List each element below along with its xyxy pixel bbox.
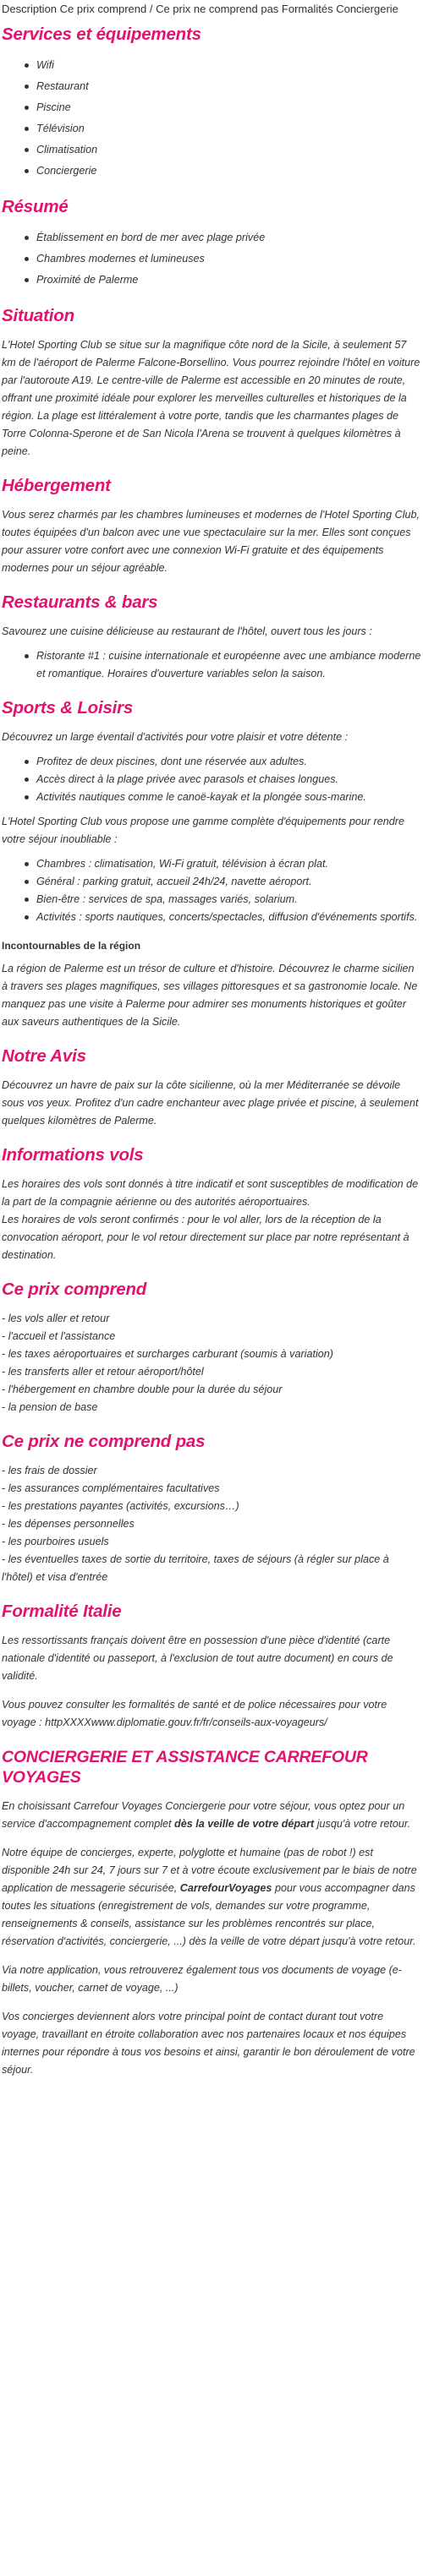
situation-text: L'Hotel Sporting Club se situe sur la magnifique côte nord de la Sicile, à seulement 57 km de l'aéroport de Palerme Falcone-Borsellino. Vous pourrez rejoindre l'hôtel en voiture par l'autoroute A19. Le centre-ville de Palerme est accessible en 20 minutes de route, offrant une proximité idéale pour explorer les merveilles culturelles et historiques de la région. La plage est littéralement à votre porte, tandis que les charmantes plages de Torre Colonna-Sperone et de San Nicola l'Arena se trouvent à quelques kilomètres à peine. [2,339,420,457]
region-text: La région de Palerme est un trésor de culture et d'histoire. Découvrez le charme sicilien à travers ses plages magnifiques, ses villages pittoresques et sa gastronomie locale. Ne manquez pas une visite à Palerme pour admirer ses monuments historiques et goûter aux saveurs authentiques de la Sicile. [2,963,418,1028]
list-item: - les vols aller et retour [2,1313,110,1324]
list-item: - l'accueil et l'assistance [2,1330,116,1342]
situation-title: Situation [2,306,74,325]
conciergerie-p4: Vos concierges deviennent alors votre principal point de contact durant tout votre voyage, travaillant en étroite collaboration avec nos partenaires locaux et nos équipes internes pour répondre à tous vos besoins et ainsi, garantir le bon déroulement de votre séjour. [2,2011,415,2076]
conciergerie-p1 [2,1798,421,1833]
list-item: Conciergerie [36,161,421,182]
list-item: Profitez de deux piscines, dont une réservée aux adultes. [36,753,421,771]
list-item: - les transferts aller et retour aéroport/hôtel [2,1366,204,1378]
text-segment: pour vous accompagner dans toutes les situations (enregistrement de vols, demandes sur votre programme, renseignements & conseils, assistance sur les problèmes rencontrés sur place, réservation d'activités, conciergerie, ...) dès la veille de votre départ jusqu'à votre retour. [2,1882,416,1947]
list-item: - les pourboires usuels [2,1536,109,1547]
comprend-list [2,1310,421,1416]
list-item: Climatisation [36,139,421,161]
list-item: Activités : sports nautiques, concerts/spectacles, diffusion d'événements sportifs. [36,909,421,926]
restaurants-list [2,647,421,683]
services-title: Services et équipements [2,25,201,44]
ne-comprend-title: Ce prix ne comprend pas [2,1432,206,1451]
conciergerie-p2 [2,1844,421,1951]
formalite-title: Formalité Italie [2,1602,122,1621]
restaurants-intro: Savourez une cuisine délicieuse au restaurant de l'hôtel, ouvert tous les jours : [2,625,372,637]
list-item: - l'hébergement en chambre double pour la durée du séjour [2,1384,283,1395]
vols-text1: Les horaires des vols sont donnés à titre indicatif et sont susceptibles de modification de la part de la compagnie aérienne ou des autorités aéroportuaires. [2,1178,419,1208]
vols-text2: Les horaires de vols seront confirmés : pour le vol aller, lors de la réception de la convocation aéroport, pour le vol retour directement sur place par notre représentant à destination. [2,1214,409,1261]
formalite-text2: Vous pouvez consulter les formalités de santé et de police nécessaires pour votre voyage : httpXXXXwww.diplomatie.gouv.fr/fr/conseils-aux-voyageurs/ [2,1699,387,1728]
list-item: Wifi [36,55,421,76]
restaurants-title: Restaurants & bars [2,592,158,612]
list-item: Chambres : climatisation, Wi-Fi gratuit, télévision à écran plat. [36,855,421,873]
list-item: Général : parking gratuit, accueil 24h/24, navette aéroport. [36,873,421,891]
list-item: Établissement en bord de mer avec plage privée [36,227,421,248]
list-item: - les taxes aéroportuaires et surcharges carburant (soumis à variation) [2,1348,333,1360]
list-item: - les assurances complémentaires facultatives [2,1482,220,1494]
list-item: - les frais de dossier [2,1465,97,1476]
services-list [2,55,421,182]
region-subtitle: Incontournables de la région [2,940,141,952]
hebergement-text: Vous serez charmés par les chambres lumineuses et modernes de l'Hotel Sporting Club, toutes équipées d'un balcon avec une vue spectaculaire sur la mer. Elles sont conçues pour assurer votre confort avec une connexion Wi-Fi gratuite et des équipements modernes pour un séjour agréable. [2,509,420,574]
list-item: Télévision [36,118,421,139]
sports-intro: Découvrez un large éventail d'activités pour votre plaisir et votre détente : [2,731,349,743]
list-item: - les éventuelles taxes de sortie du territoire, taxes de séjours (à régler sur place à l'hôtel) et visa d'entrée [2,1553,389,1583]
text-segment: jusqu'à votre retour. [314,1818,411,1830]
resume-title: Résumé [2,197,69,216]
conciergerie-p3: Via notre application, vous retrouverez également tous vos documents de voyage (e-billets, voucher, carnet de voyage, ...) [2,1964,403,1994]
resume-list [2,227,421,291]
sports-title: Sports & Loisirs [2,698,134,718]
text-segment: Notre équipe de concierges, experte, polyglotte et humaine (pas de robot !) est disponible 24h sur 24, 7 jours sur 7 et à votre écoute exclusivement par le biais de notre application de messagerie sécurisée, [2,1847,417,1894]
avis-title: Notre Avis [2,1046,86,1066]
sports-text2: L'Hotel Sporting Club vous propose une gamme complète d'équipements pour rendre votre séjour inoubliable : [2,816,404,845]
vols-title: Informations vols [2,1145,144,1165]
breadcrumb: Description Ce prix comprend / Ce prix ne comprend pas Formalités Conciergerie [2,3,398,15]
list-item: Piscine [36,97,421,118]
list-item: - les dépenses personnelles [2,1518,135,1530]
text-segment-bold: dès la veille de votre départ [174,1818,315,1830]
conciergerie-title: CONCIERGERIE ET ASSISTANCE CARREFOUR VOYAGES [2,1748,368,1787]
list-item: Bien-être : services de spa, massages variés, solarium. [36,891,421,909]
sports-list [2,753,421,806]
comprend-title: Ce prix comprend [2,1280,147,1299]
avis-text: Découvrez un havre de paix sur la côte sicilienne, où la mer Méditerranée se dévoile sous vos yeux. Profitez d'un cadre enchanteur avec plage privée et piscine, à seulement quelques kilomètres de Palerme. [2,1079,419,1127]
list-item: Restaurant [36,76,421,97]
text-segment-bold: CarrefourVoyages [179,1882,272,1894]
text-segment: En choisissant Carrefour Voyages Conciergerie pour votre séjour, vous optez pour un service d'accompagnement complet [2,1800,405,1830]
list-item: - les prestations payantes (activités, excursions…) [2,1500,239,1512]
ne-comprend-list [2,1462,421,1586]
list-item: Accès direct à la plage privée avec parasols et chaises longues. [36,771,421,789]
list-item: Activités nautiques comme le canoë-kayak et la plongée sous-marine. [36,789,421,806]
list-item: Ristorante #1 : cuisine internationale et européenne avec une ambiance moderne et romantique. Horaires d'ouverture variables selon la saison. [36,647,421,683]
hebergement-title: Hébergement [2,476,111,495]
list-item: - la pension de base [2,1401,98,1413]
list-item: Chambres modernes et lumineuses [36,248,421,270]
formalite-text1: Les ressortissants français doivent être en possession d'une pièce d'identité (carte nationale d'identité ou passeport, à l'exclusion de tout autre document) en cours de validité. [2,1635,393,1682]
list-item: Proximité de Palerme [36,270,421,291]
equipment-list [2,855,421,926]
